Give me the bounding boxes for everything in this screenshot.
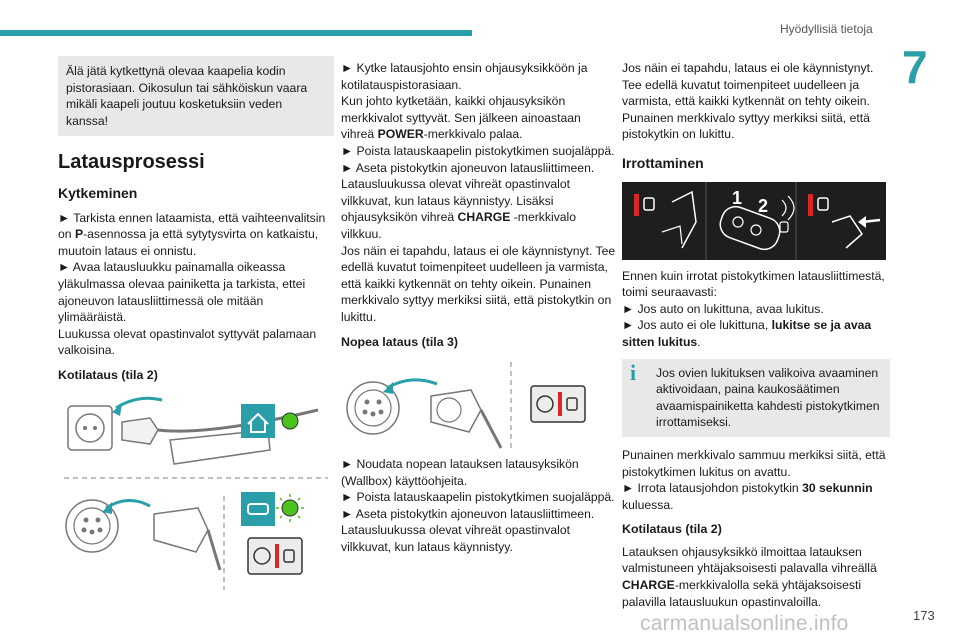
subsection-irrottaminen: Irrottaminen	[622, 154, 704, 171]
column-2	[341, 60, 617, 564]
column-1	[58, 56, 334, 590]
page-number: 173	[913, 608, 935, 623]
info-text: Jos ovien lukituksen valikoiva avaaminen aktivoidaan, paina kaukosäätimen avaamispainiketta kahdesti pistokytkimen irrottamiseksi.	[656, 365, 880, 430]
paragraph: ► Noudata nopean latauksen latausyksikön (Wallbox) käyttöohjeita. ► Poista latauskaapelin pistokytkimen suojaläppä. ► Aseta pistokytkin ajoneuvon latausliittimeen. Latausluukussa olevat vihreät opastinvalot vilkkuvat, kun lataus käynnistyy.	[341, 457, 615, 555]
paragraph: Ennen kuin irrotat pistokytkimen latausliittimestä, toimi seuraavasti: ► Jos auto on lukittuna, avaa lukitus. ► Jos auto ei ole lukittuna, lukitse se ja avaa sitten lukitus.	[622, 268, 885, 349]
subsection-kytkeminen: Kytkeminen	[58, 184, 138, 201]
column-3	[622, 60, 890, 618]
paragraph: Latauksen ohjausyksikkö ilmoittaa latauksen valmistuneen yhtäjaksoisesti palavalla vihreällä CHARGE-merkkivalolla sekä yhtäjaksoisesti palavilla latausluukun opastinvaloilla.	[622, 544, 877, 609]
watermark: carmanualsonline.info	[640, 612, 849, 635]
warning-text: Älä jätä kytkettynä olevaa kaapelia kodin pistorasiaan. Oikosulun tai sähköiskun vaara mikäli kaapeli joutuu kosketuksiin veden kanssa!	[66, 64, 308, 128]
fast-charging-illustration	[341, 356, 617, 452]
home-charging-illustration	[58, 390, 334, 590]
info-box	[622, 359, 890, 437]
header-accent-bar	[0, 30, 472, 36]
paragraph: Jos näin ei tapahdu, lataus ei ole käynnistynyt. Tee edellä kuvatut toimenpiteet uudelleen ja varmista, että kaikki kytkennät on tehty oikein. Punainen merkkivalo syttyy merkiksi siitä, että pistokytkin on lukittu.	[622, 61, 874, 142]
warning-box	[58, 56, 334, 136]
chapter-number: 7	[902, 41, 928, 93]
paragraph: Punainen merkkivalo sammuu merkiksi siitä, että pistokytkimen lukitus on avattu. ► Irrota latausjohdon pistokytkin 30 sekunnin kuluessa.	[622, 447, 886, 512]
subsection-nopea-lataus: Nopea lataus (tila 3)	[341, 334, 459, 349]
header-title: Hyödyllisiä tietoja	[780, 22, 873, 36]
subsection-kotilataus-2: Kotilataus (tila 2)	[622, 522, 722, 537]
subsection-kotilataus: Kotilataus (tila 2)	[58, 367, 158, 382]
unplugging-illustration	[622, 182, 890, 260]
figure-label-1: 1	[732, 187, 743, 208]
paragraph: ► Tarkista ennen lataamista, että vaihteenvalitsin on P-asennossa ja että sytytysvirta on katkaistu, muutoin lataus ei onnistu. ► Avaa latausluukku painamalla oikeassa yläkulmassa olevaa painiketta ja tarkista, ettei ajoneuvon latausliittimessä ole mitään ylimääräistä. Luukussa olevat opastinvalot syttyvät palamaan valkoisina.	[58, 210, 326, 358]
section-title: Latausprosessi	[58, 151, 205, 174]
info-icon: i	[630, 359, 637, 385]
paragraph: ► Kytke latausjohto ensin ohjausyksikköön ja kotilatauspistorasiaan. Kun johto kytketään, kaikki ohjausyksikön merkkivalot syttyvät. Sen jälkeen ainoastaan vihreä POWER-merkkivalo palaa. ► Poista latauskaapelin pistokytkimen suojaläppä. ► Aseta pistokytkin ajoneuvon latausliittimeen. Latausluukussa olevat vihreät opastinvalot vilkkuvat, kun lataus käynnistyy. Lisäksi ohjausyksikön vihreä CHARGE -merkkivalo vilkkuu. Jos näin ei tapahdu, lataus ei ole käynnistynyt. Tee edellä kuvatut toimenpiteet uudelleen ja varmista, että kaikki kytkennät on tehty oikein. Punainen merkkivalo syttyy merkiksi siitä, että pistokytkin on lukittu.	[341, 61, 616, 324]
figure-label-2: 2	[758, 195, 769, 216]
